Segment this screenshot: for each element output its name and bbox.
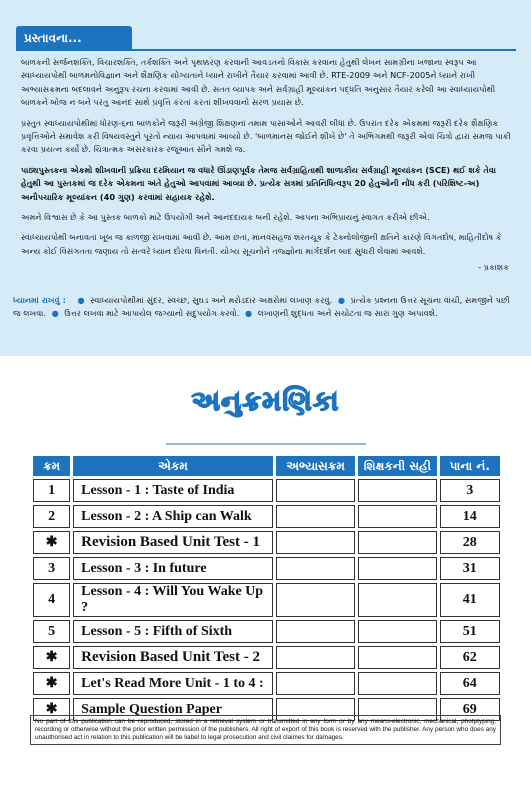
header-teacher-sign: શિક્ષકની સહી bbox=[358, 456, 436, 476]
row-sr: ✱ bbox=[33, 646, 70, 669]
note-item: સ્વાધ્યાયપોથીમાં સુંદર, સ્વચ્છ, સુઘડ અને મરોડદાર અક્ષરોમાં લખાણ કરવું. bbox=[90, 295, 333, 305]
row-sign-cell bbox=[358, 479, 436, 502]
row-page: 69 bbox=[440, 698, 500, 721]
bullet-icon: ● bbox=[77, 295, 85, 305]
row-sign-cell bbox=[358, 557, 436, 580]
contents-table bbox=[30, 453, 503, 724]
note-block bbox=[13, 294, 518, 320]
row-practice-cell bbox=[276, 557, 355, 580]
copyright-notice: No part of this publication can be reproduced, stored in a retrieval system or transmitted in any form or by any means-electronic, mechanical, photptyping, recording or otherwise without the prior written permission of the publishers. All right of export of this book is reserved with the publisher. Any person who does any unauthorised act in relation to this publication will be liabel to legal prosecution and civil claimes for damages. bbox=[30, 715, 501, 745]
row-practice-cell bbox=[276, 620, 355, 643]
row-sr: 5 bbox=[33, 620, 70, 643]
row-page: 62 bbox=[440, 646, 500, 669]
bullet-icon: ● bbox=[245, 308, 253, 318]
preface-bold-paragraph: પાઠ્યપુસ્તકના એકમો શીખવાની પ્રક્રિયા દરમિયાન જ વધારે ઊંડાણપૂર્વક તેમજ સર્વગ્રાહિતાથી શાળાકીય સર્વગ્રાહી મૂલ્યાંકન (SCE) થઈ શકે તેવા હેતુથી આ પુસ્તકમાં જ દરેક એકમના અંતે હેતુઓ આપવામાં આવ્યા છે. પ્રત્યેક સત્રમાં પ્રતિનિધિત્વરૂપ 20 હેતુઓની નોંધ કરી (પરિશિષ્ટ-અ) અનૌપચારિક મૂલ્યાંકન (40 ગુણ) કરવામાં સહાયક રહેશે. bbox=[21, 164, 496, 202]
note-item: પ્રત્યેક પ્રશ્નના ઉત્તર સૂચના વાંચી, સમજીને પછી જ લખવા. bbox=[13, 295, 510, 318]
preface-body bbox=[21, 56, 513, 275]
row-sign-cell bbox=[358, 583, 436, 617]
row-page: 41 bbox=[440, 583, 500, 617]
row-page: 31 bbox=[440, 557, 500, 580]
row-practice-cell bbox=[276, 646, 355, 669]
title-underline bbox=[30, 441, 501, 447]
row-page: 64 bbox=[440, 672, 500, 695]
table-row bbox=[33, 646, 500, 669]
header-unit: એકમ bbox=[73, 456, 273, 476]
note-item: ઉત્તર લખવા માટે આપાયેલ જગ્યાનો સદુપયોગ કરવો. bbox=[64, 308, 240, 318]
note-label: ધ્યાનમાં રાખવું : bbox=[13, 295, 66, 305]
index-title: અનુક્રમણિકા bbox=[191, 386, 340, 417]
bullet-icon: ● bbox=[337, 295, 345, 305]
row-page: 14 bbox=[440, 505, 500, 528]
table-header-row bbox=[33, 456, 500, 476]
row-sr: 2 bbox=[33, 505, 70, 528]
row-practice-cell bbox=[276, 672, 355, 695]
preface-paragraph: પ્રસ્તુત સ્વાધ્યાયપોથીમાં ધોરણ-૬ના બાળકોને જરૂરી અંગ્રેજી શિક્ષણનાં તમામ પાસાંઓને આવરી લીધાં છે. ઉપરાંત દરેક એકમમાં જરૂરી દરેક શૈક્ષણિક પ્રવૃત્તિઓને સમાવેશ કરી વિષયવસ્તુને પૂરતો ન્યાય આપવામાં આવ્યો છે. 'બાળમાનસ જોઈને શીખે છે' તે અભિગમથી જરૂરી એવાં ચિત્રો દ્વારા સમજ પાકી કરવા પ્રયત્ન કર્યો છે. ચિત્રાત્મક અસરકારક રજૂઆત સૌને ગમશે જ. bbox=[21, 117, 511, 155]
row-sr: 3 bbox=[33, 557, 70, 580]
row-sign-cell bbox=[358, 646, 436, 669]
preface-paragraph: સ્વાધ્યાયપોથી બનાવતાં ખૂબ જ કાળજી રાખવામાં આવી છે. આમ છતાં, માનવસહજ શરતચૂક કે ટેક્નોલોજીની ક્ષતિને કારણે વિગતદોષ, માહિતીદોષ કે અન્ય કોઈ વિસંગતતા જણાય તો સત્વરે ધ્યાન દોરવા વિનંતી. યોગ્ય સૂચનોને તજ્જ્ઞોના માર્ગદર્શન બાદ સુધારી લેવામાં આવશે. bbox=[21, 232, 502, 256]
row-unit: Lesson - 4 : Will You Wake Up ? bbox=[73, 583, 273, 617]
row-unit: Let's Read More Unit - 1 to 4 : bbox=[73, 672, 273, 695]
row-sr: ✱ bbox=[33, 531, 70, 554]
row-sr: ✱ bbox=[33, 672, 70, 695]
row-sr: ✱ bbox=[33, 698, 70, 721]
row-unit: Revision Based Unit Test - 1 bbox=[73, 531, 273, 554]
table-row bbox=[33, 672, 500, 695]
row-sign-cell bbox=[358, 620, 436, 643]
preface-section bbox=[0, 0, 531, 356]
row-unit: Lesson - 2 : A Ship can Walk bbox=[73, 505, 273, 528]
row-page: 28 bbox=[440, 531, 500, 554]
row-practice-cell bbox=[276, 505, 355, 528]
row-unit: Lesson - 3 : In future bbox=[73, 557, 273, 580]
preface-paragraph: અમને વિશ્વાસ છે કે આ પુસ્તક બાળકો માટે ઉપયોગી અને આનંદદાયક બની રહેશે. આપના અભિપ્રાયનું સ્વાગત કરીએ છીએ. bbox=[21, 212, 430, 223]
row-page: 3 bbox=[440, 479, 500, 502]
header-sr: ક્રમ bbox=[33, 456, 70, 476]
table-row bbox=[33, 620, 500, 643]
preface-heading: પ્રસ્તાવના... bbox=[16, 26, 132, 50]
row-practice-cell bbox=[276, 479, 355, 502]
publisher-signature: - પ્રકાશક bbox=[478, 262, 509, 273]
row-unit: Revision Based Unit Test - 2 bbox=[73, 646, 273, 669]
row-sr: 1 bbox=[33, 479, 70, 502]
table-row bbox=[33, 557, 500, 580]
table-row bbox=[33, 583, 500, 617]
row-sr: 4 bbox=[33, 583, 70, 617]
bullet-icon: ● bbox=[51, 308, 59, 318]
row-practice-cell bbox=[276, 583, 355, 617]
row-page: 51 bbox=[440, 620, 500, 643]
row-sign-cell bbox=[358, 531, 436, 554]
note-item: લખાણની શુદ્ધતા અને સચોટતા જ સારા ગુણ અપાવશે. bbox=[257, 308, 438, 318]
row-unit: Lesson - 1 : Taste of India bbox=[73, 479, 273, 502]
row-unit: Sample Question Paper bbox=[73, 698, 273, 721]
row-sign-cell bbox=[358, 505, 436, 528]
header-page-no: પાના નં. bbox=[440, 456, 500, 476]
row-sign-cell bbox=[358, 672, 436, 695]
title-underline-decoration bbox=[166, 441, 366, 447]
table-row bbox=[33, 479, 500, 502]
header-practice: અભ્યાસક્રમ bbox=[276, 456, 355, 476]
table-row bbox=[33, 505, 500, 528]
preface-divider bbox=[16, 49, 516, 51]
row-practice-cell bbox=[276, 531, 355, 554]
row-unit: Lesson - 5 : Fifth of Sixth bbox=[73, 620, 273, 643]
table-row bbox=[33, 531, 500, 554]
preface-paragraph: બાળકની સર્જનશક્તિ, વિચારશક્તિ, તર્કશક્તિ અને પૃથક્કરણ કરવાની આવડતનો વિકાસ કરવાના હેતુથી લેખન સામગ્રીના ખજાના સ્વરૂપ આ સ્વાધ્યાયપોથી બાળમનોવિજ્ઞાન અને શૈક્ષણિક યોગ્યતાને ધ્યાને રાખીને તૈયાર કરવામાં આવી છે. RTE-2009 અને NCF-2005ને ધ્યાને રાખી અભ્યાસક્રમના બદલાવને અનુરૂપ રચના કરવામાં આવી છે. સતત વ્યાપક અને સર્વગ્રાહી મૂલ્યાંકન પદ્ધતિ અનુસાર તૈયાર કરેલી આ સ્વાધ્યાયપોથી બાળકને બોજ ન બને પરંતુ આનંદ સાથે પ્રવૃત્તિ કરતાં કરતાં શીખવવાનો સરળ પ્રયાસ છે. bbox=[21, 57, 496, 108]
